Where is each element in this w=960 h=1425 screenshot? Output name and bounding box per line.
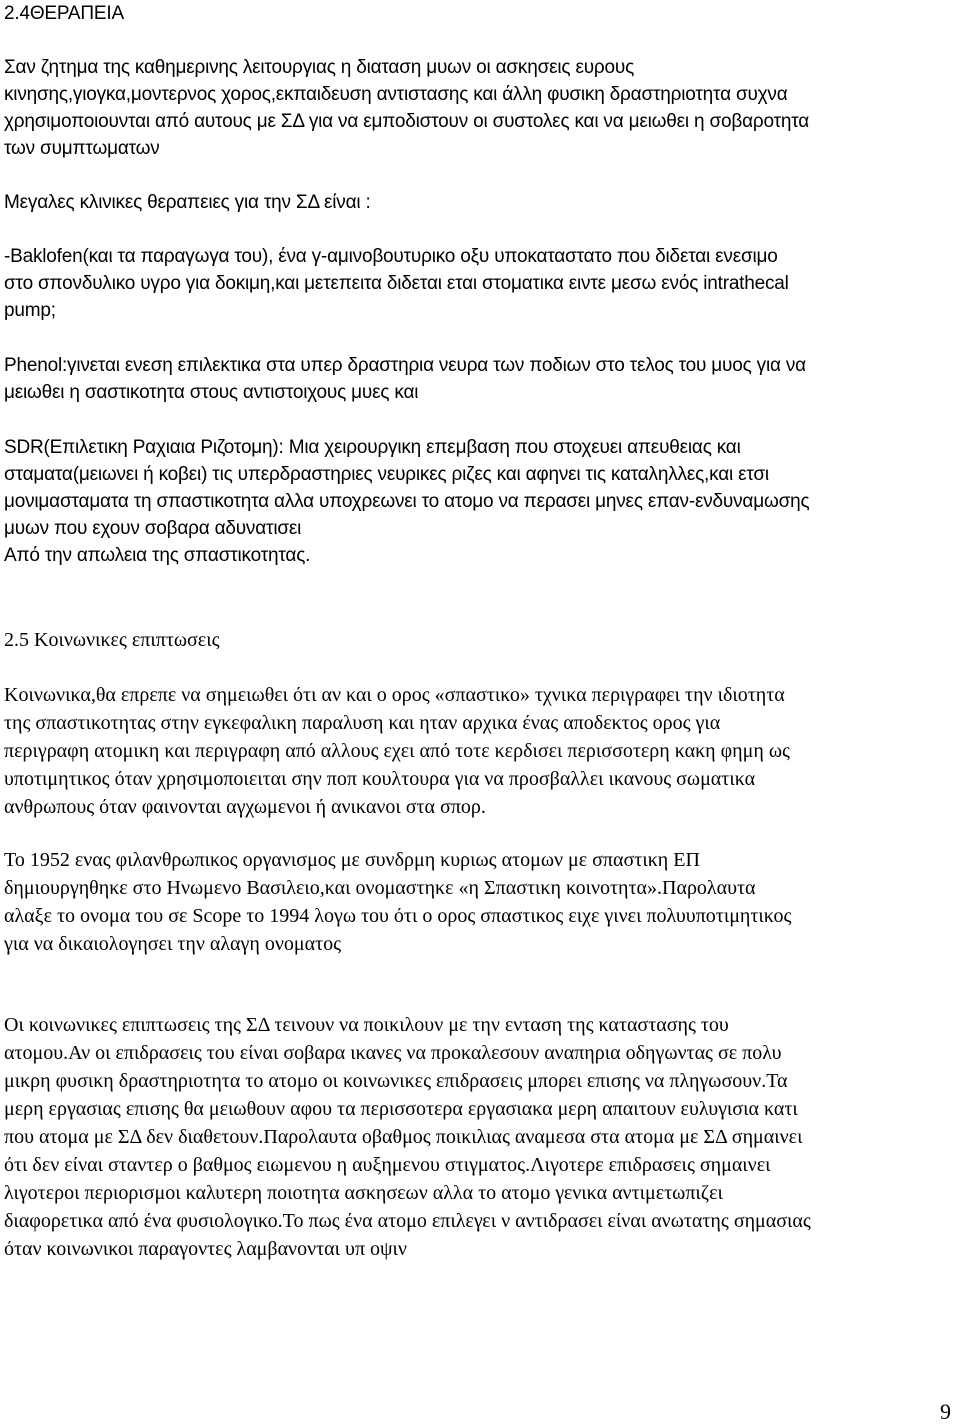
paragraph-line: μειωθει η σαστικοτητα στους αντιστοιχους μυες και <box>4 382 419 403</box>
section-2-4-paragraph-1 <box>4 54 954 162</box>
paragraph-line: λιγοτεροι περιορισμοι καλυτερη ποιοτητα ασκησεων αλλα το ατομο γενικα αντιμετωπιζει <box>4 1182 723 1204</box>
paragraph-line: ατομου.Αν οι επιδρασεις του είναι σοβαρα ικανες να προκαλεσουν αναπηρια οδηγωντας σε πολυ <box>4 1042 782 1064</box>
paragraph-line: -Baklofen(και τα παραγωγα του), ένα γ-αμινοβουτυρικο οξυ υποκαταστατο που διδεται ενεσιμο <box>4 246 778 267</box>
section-2-4-baklofen-paragraph <box>4 243 954 324</box>
section-2-5-heading <box>4 626 954 654</box>
section-2-5-paragraph-2 <box>4 846 954 958</box>
paragraph-line: Σαν ζητημα της καθημερινης λειτουργιας η διαταση μυων οι ασκησεις ευρους <box>4 57 635 78</box>
section-2-4-phenol-paragraph <box>4 352 954 406</box>
paragraph-line: pump; <box>4 300 56 321</box>
paragraph-line: μερη εργασιας επισης θα μειωθουν αφου τα περισσοτερα εργασιακα μερη απαιτουν ευλυγισια κατι <box>4 1098 798 1120</box>
paragraph-line: όταν κοινωνικοι παραγοντες λαμβανονται υπ οψιν <box>4 1238 407 1260</box>
paragraph-line: των συμπτωματων <box>4 138 160 159</box>
paragraph-line: για να δικαιολογησει την αλαγη ονοματος <box>4 933 342 955</box>
paragraph-line: μονιμασταματα τη σπαστικοτητα αλλα υποχρεωνει το ατομο να περασει μηνες επαν-ενδυναμωσης <box>4 491 810 512</box>
paragraph-line: της σπαστικοτητας στην εγκεφαλικη παραλυση και ηταν αρχικα ένας αποδεκτος ορος για <box>4 712 721 734</box>
paragraph-line: στο σπονδυλικο υγρο για δοκιμη,και μετεπειτα διδεται εται στοματικα ειντε μεσω ενός intrathecal <box>4 273 789 294</box>
section-2-4-sdr-paragraph <box>4 434 954 569</box>
paragraph-line: δημιουργηθηκε στο Ηνωμενο Βασιλειο,και ονομαστηκε «η Σπαστικη κοινοτητα».Παρολαυτα <box>4 877 756 899</box>
section-2-4-heading <box>4 0 954 27</box>
paragraph-line: ανθρωπους όταν φαινονται αγχωμενοι ή ανικανοι στα σπορ. <box>4 796 486 818</box>
paragraph-line: Από την απωλεια της σπαστικοτητας. <box>4 545 311 566</box>
paragraph-line: Μεγαλες κλινικες θεραπειες για την ΣΔ είναι : <box>4 192 371 213</box>
paragraph-line: διαφορετικα από ένα φυσιολογικο.Το πως ένα ατομο επιλεγει ν αντιδρασει είναι ανωτατης σημασιας <box>4 1210 811 1232</box>
section-2-4-paragraph-2 <box>4 189 954 216</box>
paragraph-line: μυων που εχουν σοβαρα αδυνατισει <box>4 518 302 539</box>
page-number: 9 <box>940 1399 951 1424</box>
paragraph-line: περιγραφη ατομικη και περιγραφη από αλλους εχει από τοτε κερδισει περισσοτερη κακη φημη ως <box>4 740 790 762</box>
paragraph-line: που ατομα με ΣΔ δεν διαθετουν.Παρολαυτα οβαθμος ποικιλιας αναμεσα στα ατομα με ΣΔ σημαινει <box>4 1126 803 1148</box>
paragraph-line: υποτιμητικος όταν χρησιμοποιειται σην ποπ κουλτουρα για να προσβαλλει ικανους σωματικα <box>4 768 756 790</box>
paragraph-line: κινησης,γιογκα,μοντερνος χορος,εκπαιδευση αντιστασης και άλλη φυσικη δραστηριοτητα συχνα <box>4 84 788 105</box>
paragraph-line: SDR(Επιλετικη Ραχιαια Ριζοτομη): Μια χειρουργικη επεμβαση που στοχευει απευθειας και <box>4 437 741 458</box>
paragraph-line: Το 1952 ενας φιλανθρωπικος οργανισμος με συνδρμη κυριως ατομων με σπαστικη ΕΠ <box>4 849 700 871</box>
heading-text: 2.4ΘΕΡΑΠΕΙΑ <box>4 3 124 24</box>
paragraph-line: Phenol:γινεται ενεση επιλεκτικα στα υπερ δραστηρια νευρα των ποδιων στο τελος του μυος για να <box>4 355 806 376</box>
paragraph-line: μικρη φυσικη δραστηριοτητα το ατομο οι κοινωνικες επιδρασεις μπορει επισης να πληγωσουν.Τα <box>4 1070 788 1092</box>
section-2-5-paragraph-3 <box>4 1011 954 1263</box>
paragraph-line: χρησιμοποιουνται από αυτους με ΣΔ για να εμποδιστουν οι συστολες και να μειωθει η σοβαροτητα <box>4 111 810 132</box>
section-2-5-paragraph-1 <box>4 681 954 821</box>
paragraph-line: Κοινωνικα,θα επρεπε να σημειωθει ότι αν και ο ορος «σπαστικο» τχνικα περιγραφει την ιδιοτητα <box>4 684 785 706</box>
paragraph-line: Οι κοινωνικες επιπτωσεις της ΣΔ τεινουν να ποικιλουν με την ενταση της καταστασης του <box>4 1014 729 1036</box>
heading-text: 2.5 Κοινωνικες επιπτωσεις <box>4 629 220 651</box>
paragraph-line: ότι δεν είναι σταντερ ο βαθμος ειωμενου η αυξημενου στιγματος.Λιγοτερε επιδρασεις σημαινει <box>4 1154 771 1176</box>
paragraph-line: αλαξε το ονομα του σε Scope το 1994 λογω του ότι ο ορος σπαστικος ειχε γινει πολυυποτιμητικος <box>4 905 792 927</box>
paragraph-line: σταματα(μειωνει ή κοβει) τις υπερδραστηριες νευρικες ριζες και αφηνει τις καταληλλες,και ετσι <box>4 464 769 485</box>
